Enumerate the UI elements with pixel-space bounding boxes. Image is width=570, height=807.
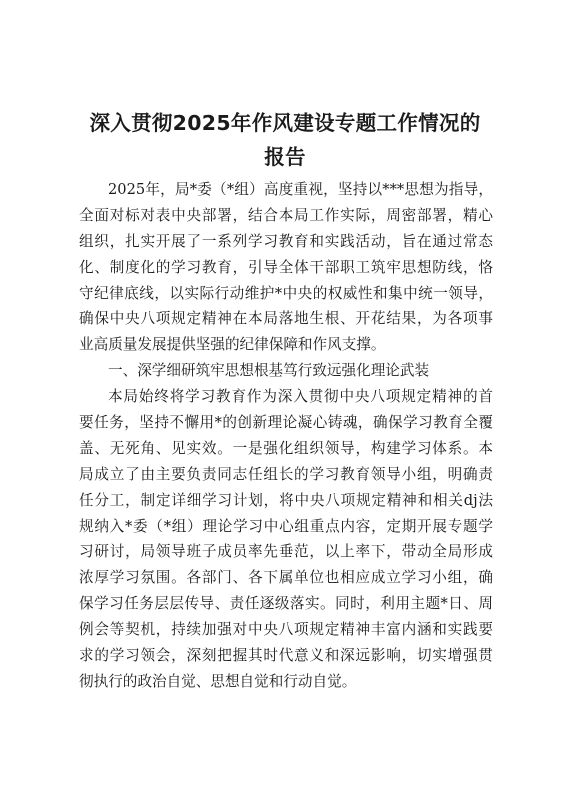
text-line: 习研讨，局领导班子成员率先垂范，以上率下，带动全局形成 [79, 543, 493, 561]
title-line-2: 报告 [264, 145, 306, 169]
text-line: 浓厚学习氛围。各部门、各下属单位也相应成立学习小组，确 [79, 569, 493, 587]
text-line: 本局始终将学习教育作为深入贯彻中央八项规定精神的首 [108, 388, 493, 406]
text-line: 业高质量发展提供坚强的纪律保障和作风支撑。 [79, 336, 386, 354]
section-heading [79, 358, 493, 384]
text-line: 组织，扎实开展了一系列学习教育和实践活动，旨在通过常态 [79, 232, 493, 250]
text-line: 任分工，制定详细学习计划，将中央八项规定精神和相关dj法 [79, 491, 493, 509]
text-line: 局成立了由主要负责同志任组长的学习教育领导小组，明确责 [79, 465, 493, 483]
text-line: 例会等契机，持续加强对中央八项规定精神丰富内涵和实践要 [79, 621, 493, 639]
document-body [79, 177, 493, 695]
text-line: 一、深学细研筑牢思想根基笃行致远强化理论武装 [108, 362, 430, 380]
text-line: 保学习任务层层传导、责任逐级落实。同时，利用主题*日、周 [79, 595, 493, 613]
text-line: 要任务，坚持不懈用*的创新理论凝心铸魂，确保学习教育全覆 [79, 414, 493, 432]
text-line: 守纪律底线，以实际行动维护*中央的权威性和集中统一领导， [79, 284, 493, 302]
paragraph [79, 177, 493, 358]
text-line: 盖、无死角、见实效。一是强化组织领导，构建学习体系。本 [79, 439, 493, 457]
text-line: 2025年，局*委（*组）高度重视，坚持以***思想为指导， [108, 181, 493, 198]
title-line-1: 深入贯彻2025年作风建设专题工作情况的 [89, 111, 481, 135]
text-line: 全面对标对表中央部署，结合本局工作实际，周密部署，精心 [79, 206, 493, 224]
text-line: 规纳入*委（*组）理论学习中心组重点内容，定期开展专题学 [79, 517, 493, 535]
paragraph [79, 384, 493, 695]
document-title [60, 106, 510, 174]
text-line: 彻执行的政治自觉、思想自觉和行动自觉。 [79, 672, 357, 690]
text-line: 确保中央八项规定精神在本局落地生根、开花结果，为各项事 [79, 310, 493, 328]
text-line: 求的学习领会，深刻把握其时代意义和深远影响，切实增强贯 [79, 647, 493, 665]
text-line: 化、制度化的学习教育，引导全体干部职工筑牢思想防线，恪 [79, 258, 493, 276]
